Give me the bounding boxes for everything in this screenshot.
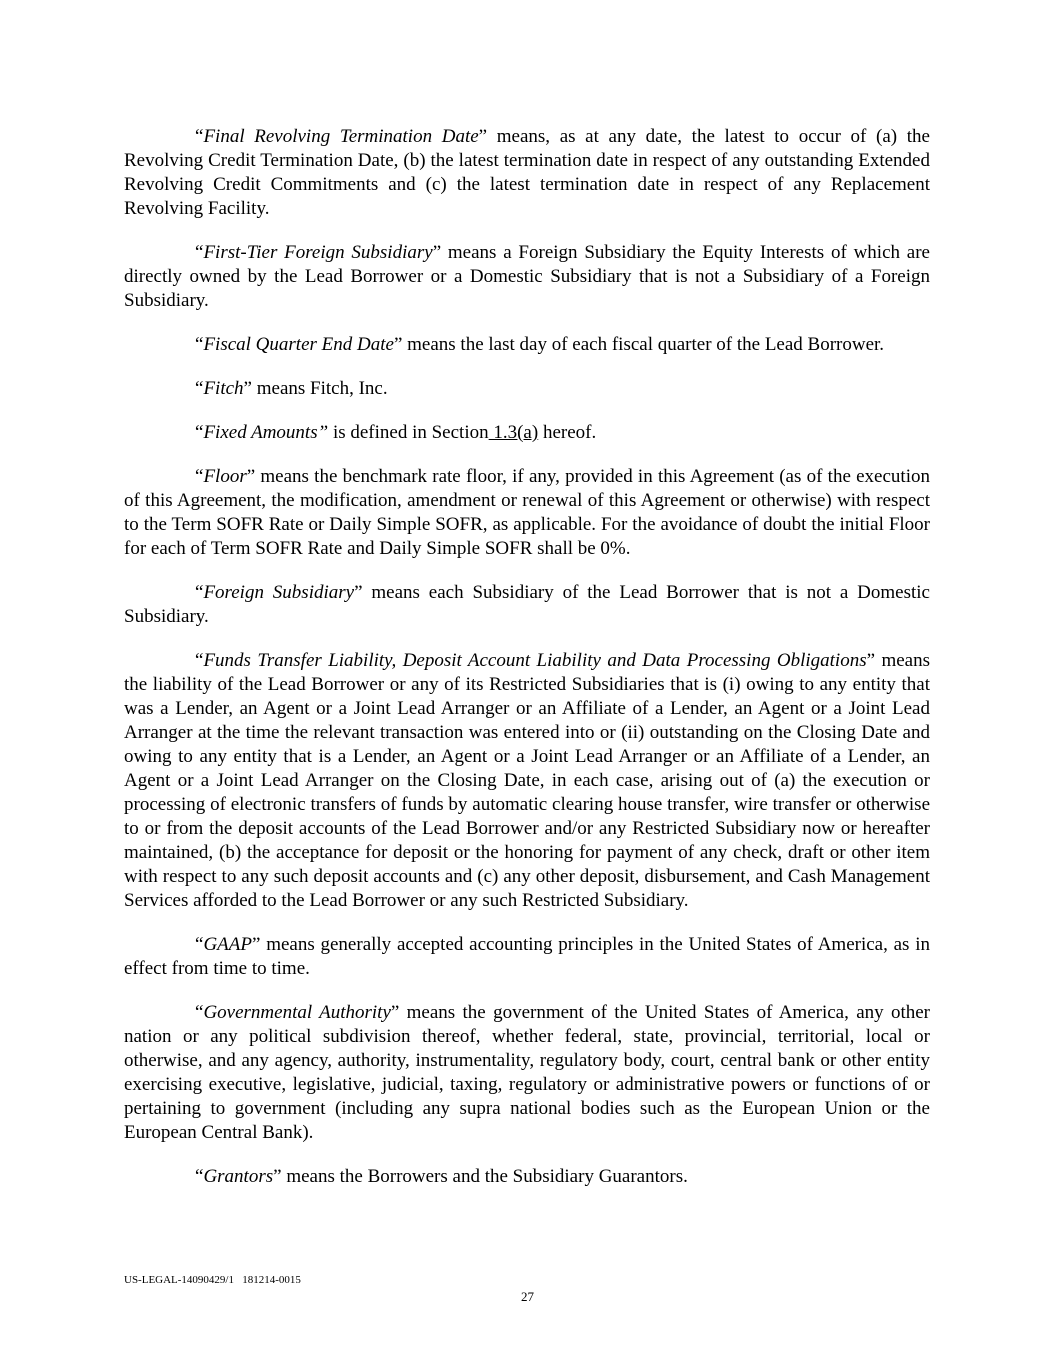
definition-first-tier-foreign-subsidiary: “First-Tier Foreign Subsidiary” means a Foreign Subsidiary the Equity Interests of which are directly owned by the Lead Borrower or a Domestic Subsidiary that is not a Subsidiary of a Foreign Subsidiary. <box>124 242 930 311</box>
defined-term: Grantors <box>203 1166 274 1187</box>
definition-floor: “Floor” means the benchmark rate floor, if any, provided in this Agreement (as of the execution of this Agreement, the modification, amendment or renewal of this Agreement or otherwise) with respect to the Term SOFR Rate or Daily Simple SOFR, as applicable. For the avoidance of doubt the initial Floor for each of Term SOFR Rate and Daily Simple SOFR shall be 0%. <box>124 466 930 559</box>
definition-text: means the benchmark rate floor, if any, provided in this Agreement (as of the execution of this Agreement, the modification, amendment or renewal of this Agreement or otherwise) with respect to the Term SOFR Rate or Daily Simple SOFR, as applicable. For the avoidance of doubt the initial Floor for each of Term SOFR Rate and Daily Simple SOFR shall be 0%. <box>124 466 930 559</box>
defined-term: Foreign Subsidiary <box>203 582 355 603</box>
defined-term: Governmental Authority <box>203 1002 391 1023</box>
section-reference-link[interactable]: 1.3(a) <box>488 422 539 443</box>
defined-term-text: Fixed Amounts <box>203 422 318 443</box>
defined-term: Funds Transfer Liability, Deposit Account Liability and Data Processing Obligations <box>203 650 867 671</box>
definition-fitch: “Fitch” means Fitch, Inc. <box>195 378 388 399</box>
definition-text: means the liability of the Lead Borrower or any of its Restricted Subsidiaries that is (i) owing to any entity that was a Lender, an Agent or a Joint Lead Arranger or an Affiliate of a Lender, an Agent or a Joint Lead Arranger at the time the relevant transaction was entered into or (ii) outstanding on the Closing Date and owing to any entity that is a Lender, an Agent or a Joint Lead Arranger or an Affiliate of a Lender, an Agent or a Joint Lead Arranger on the Closing Date, in each case, arising out of (a) the execution or processing of electronic transfers of funds by automatic clearing house transfer, wire transfer or otherwise to or from the deposit accounts of the Lead Borrower and/or any Restricted Subsidiary now or hereafter maintained, (b) the acceptance for deposit or the honoring for payment of any check, draft or other item with respect to any such deposit accounts and (c) any other deposit, disbursement, and Cash Management Services afforded to the Lead Borrower or any such Restricted Subsidiary. <box>124 650 931 911</box>
defined-term: First-Tier Foreign Subsidiary <box>203 242 433 263</box>
defined-term: GAAP <box>203 934 252 955</box>
page-number: 27 <box>521 1289 534 1304</box>
definition-text: means the government of the United States of America, any other nation or any political subdivision thereof, whether federal, state, provincial, territorial, local or otherwise, and any agency, authority, instrumentality, regulatory body, court, central bank or other entity exercising executive, legislative, judicial, taxing, regulatory or administrative powers or functions of or pertaining to government (including any supra national bodies such as the European Union or the European Central Bank). <box>124 1002 930 1143</box>
definition-gaap: “GAAP” means generally accepted accounting principles in the United States of America, as in effect from time to time. <box>124 934 930 979</box>
definition-final-revolving-termination-date: “Final Revolving Termination Date” means, as at any date, the latest to occur of (a) the Revolving Credit Termination Date, (b) the latest termination date in respect of any outstanding Extended Revolving Credit Commitments and (c) the latest termination date in respect of any Replacement Revolving Facility. <box>124 126 930 219</box>
definition-foreign-subsidiary: “Foreign Subsidiary” means each Subsidiary of the Lead Borrower that is not a Domestic Subsidiary. <box>124 582 930 627</box>
definition-text: means each Subsidiary of the Lead Borrower that is not a Domestic Subsidiary. <box>124 582 930 627</box>
definition-grantors: “Grantors” means the Borrowers and the Subsidiary Guarantors. <box>195 1166 688 1187</box>
definition-text: means the Borrowers and the Subsidiary Guarantors. <box>281 1166 688 1187</box>
footer-document-id: US-LEGAL-14090429/1 181214-0015 <box>124 1274 301 1286</box>
defined-term: Final Revolving Termination Date <box>203 126 479 147</box>
definition-text: means generally accepted accounting principles in the United States of America, as in effect from time to time. <box>124 934 930 979</box>
definitions-section <box>124 125 930 1189</box>
definition-text: means the last day of each fiscal quarter of the Lead Borrower. <box>402 334 885 355</box>
definition-text-after: hereof. <box>538 422 597 443</box>
definition-text: means, as at any date, the latest to occur of (a) the Revolving Credit Termination Date, (b) the latest termination date in respect of any outstanding Extended Revolving Credit Commitments and (c) the latest termination date in respect of any Replacement Revolving Facility. <box>124 126 930 219</box>
defined-term: Fiscal Quarter End Date <box>203 334 394 355</box>
definition-fiscal-quarter-end-date: “Fiscal Quarter End Date” means the last day of each fiscal quarter of the Lead Borrower. <box>195 334 885 355</box>
defined-term: Fitch <box>203 378 244 399</box>
definition-text: means a Foreign Subsidiary the Equity Interests of which are directly owned by the Lead Borrower or a Domestic Subsidiary that is not a Subsidiary of a Foreign Subsidiary. <box>124 242 930 311</box>
definition-text: means Fitch, Inc. <box>251 378 388 399</box>
definition-funds-transfer-liability: “Funds Transfer Liability, Deposit Account Liability and Data Processing Obligations” means the liability of the Lead Borrower or any of its Restricted Subsidiaries that is (i) owing to any entity that was a Lender, an Agent or a Joint Lead Arranger or an Affiliate of a Lender, an Agent or a Joint Lead Arranger at the time the relevant transaction was entered into or (ii) outstanding on the Closing Date and owing to any entity that is a Lender, an Agent or a Joint Lead Arranger or an Affiliate of a Lender, an Agent or a Joint Lead Arranger on the Closing Date, in each case, arising out of (a) the execution or processing of electronic transfers of funds by automatic clearing house transfer, wire transfer or otherwise to or from the deposit accounts of the Lead Borrower and/or any Restricted Subsidiary now or hereafter maintained, (b) the acceptance for deposit or the honoring for payment of any check, draft or other item with respect to any such deposit accounts and (c) any other deposit, disbursement, and Cash Management Services afforded to the Lead Borrower or any such Restricted Subsidiary. <box>124 650 931 911</box>
definition-fixed-amounts: “Fixed Amounts” is defined in Section 1.3(a) hereof. <box>195 422 597 443</box>
defined-term: Fixed Amounts” <box>203 422 329 443</box>
definition-governmental-authority: “Governmental Authority” means the government of the United States of America, any other nation or any political subdivision thereof, whether federal, state, provincial, territorial, local or otherwise, and any agency, authority, instrumentality, regulatory body, court, central bank or other entity exercising executive, legislative, judicial, taxing, regulatory or administrative powers or functions of or pertaining to government (including any supra national bodies such as the European Union or the European Central Bank). <box>124 1002 930 1143</box>
definition-text: is defined in Section <box>328 422 489 443</box>
defined-term: Floor <box>203 466 247 487</box>
